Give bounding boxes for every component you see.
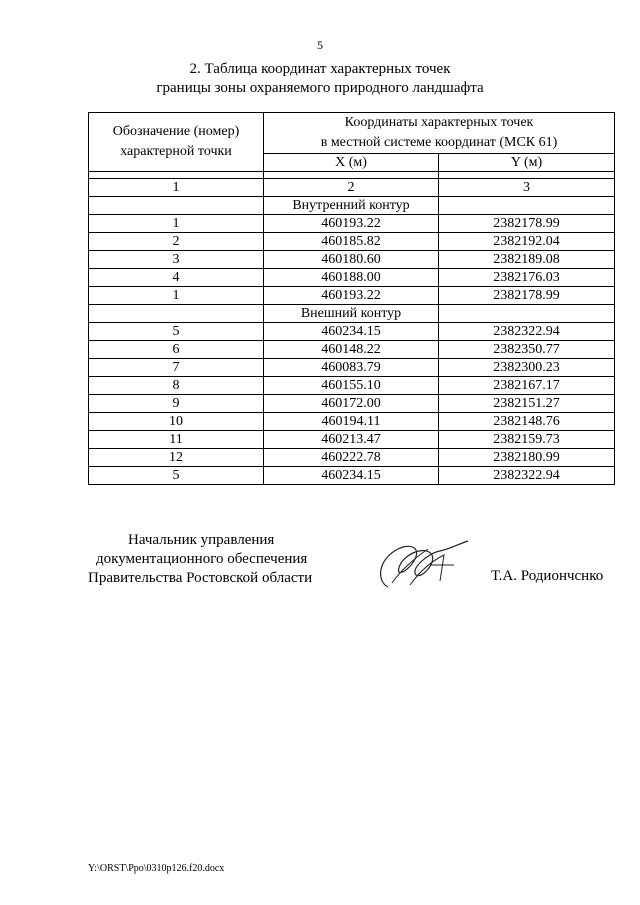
x-coordinate-cell: 460172.00 <box>264 395 439 413</box>
header-x: X (м) <box>264 154 439 172</box>
point-number-cell: 4 <box>89 269 264 287</box>
x-coordinate-cell: 460083.79 <box>264 359 439 377</box>
point-number-cell: 3 <box>89 251 264 269</box>
table-title-line-1: 2. Таблица координат характерных точек <box>189 61 451 77</box>
x-coordinate-cell: 460234.15 <box>264 323 439 341</box>
page-number: 5 <box>317 38 323 52</box>
x-coordinate-cell: 460185.82 <box>264 233 439 251</box>
outer-contour-label: Внешний контур <box>264 305 439 323</box>
y-coordinate-cell: 2382176.03 <box>439 269 615 287</box>
point-number-cell: 11 <box>89 431 264 449</box>
y-coordinate-cell: 2382178.99 <box>439 215 615 233</box>
y-coordinate-cell: 2382148.76 <box>439 413 615 431</box>
point-number-cell: 1 <box>89 215 264 233</box>
y-coordinate-cell: 2382167.17 <box>439 377 615 395</box>
point-number-cell: 10 <box>89 413 264 431</box>
signer-title-line-2: документационного обеспечения <box>96 551 308 567</box>
table-row <box>89 233 615 251</box>
header-point-line-2: характерной точки <box>120 144 232 159</box>
column-number-row <box>89 179 615 197</box>
table-row <box>89 413 615 431</box>
table-title-line-2: границы зоны охраняемого природного ландшафта <box>156 80 484 96</box>
header-y: Y (м) <box>439 154 615 172</box>
outer-contour-label-row <box>89 305 615 323</box>
column-number-3: 3 <box>439 179 615 197</box>
header-coordinates <box>264 113 615 154</box>
x-coordinate-cell: 460180.60 <box>264 251 439 269</box>
y-coordinate-cell: 2382350.77 <box>439 341 615 359</box>
y-coordinate-cell: 2382322.94 <box>439 467 615 485</box>
point-number-cell: 1 <box>89 287 264 305</box>
y-coordinate-cell: 2382159.73 <box>439 431 615 449</box>
x-coordinate-cell: 460193.22 <box>264 287 439 305</box>
x-coordinate-cell: 460194.11 <box>264 413 439 431</box>
table-row <box>89 215 615 233</box>
x-coordinate-cell: 460222.78 <box>264 449 439 467</box>
table-row <box>89 377 615 395</box>
table-row <box>89 449 615 467</box>
coordinates-table <box>88 112 615 485</box>
point-number-cell: 5 <box>89 323 264 341</box>
table-header-row <box>89 113 615 154</box>
table-row <box>89 359 615 377</box>
x-coordinate-cell: 460193.22 <box>264 215 439 233</box>
point-number-cell: 9 <box>89 395 264 413</box>
header-coordinates-line-1: Координаты характерных точек <box>344 115 534 130</box>
column-number-2: 2 <box>264 179 439 197</box>
table-row <box>89 323 615 341</box>
table-row <box>89 341 615 359</box>
table-title <box>0 60 640 98</box>
handwritten-signature <box>370 535 480 595</box>
y-coordinate-cell: 2382189.08 <box>439 251 615 269</box>
point-number-cell: 2 <box>89 233 264 251</box>
table-row <box>89 467 615 485</box>
point-number-cell: 12 <box>89 449 264 467</box>
header-point-designation <box>89 113 264 172</box>
file-path-footer: Y:\ORST\Ppo\0310p126.f20.docx <box>88 863 225 874</box>
x-coordinate-cell: 460148.22 <box>264 341 439 359</box>
signer-title-line-1: Начальник управления <box>128 532 275 548</box>
signer-name: Т.А. Родиончснко <box>491 568 604 584</box>
y-coordinate-cell: 2382180.99 <box>439 449 615 467</box>
header-spacer-row <box>89 172 615 179</box>
table-row <box>89 395 615 413</box>
y-coordinate-cell: 2382192.04 <box>439 233 615 251</box>
y-coordinate-cell: 2382151.27 <box>439 395 615 413</box>
point-number-cell: 8 <box>89 377 264 395</box>
table-row <box>89 431 615 449</box>
point-number-cell: 6 <box>89 341 264 359</box>
x-coordinate-cell: 460188.00 <box>264 269 439 287</box>
table-row <box>89 251 615 269</box>
x-coordinate-cell: 460155.10 <box>264 377 439 395</box>
point-number-cell: 7 <box>89 359 264 377</box>
signer-title-line-3: Правительства Ростовской области <box>88 570 313 586</box>
y-coordinate-cell: 2382300.23 <box>439 359 615 377</box>
table-row <box>89 269 615 287</box>
header-coordinates-line-2: в местной системе координат (МСК 61) <box>320 135 558 150</box>
y-coordinate-cell: 2382178.99 <box>439 287 615 305</box>
x-coordinate-cell: 460213.47 <box>264 431 439 449</box>
inner-contour-label: Внутренний контур <box>264 197 439 215</box>
signature-block <box>88 531 312 588</box>
column-number-1: 1 <box>89 179 264 197</box>
y-coordinate-cell: 2382322.94 <box>439 323 615 341</box>
inner-contour-label-row <box>89 197 615 215</box>
header-point-line-1: Обозначение (номер) <box>112 124 240 139</box>
point-number-cell: 5 <box>89 467 264 485</box>
x-coordinate-cell: 460234.15 <box>264 467 439 485</box>
table-row <box>89 287 615 305</box>
